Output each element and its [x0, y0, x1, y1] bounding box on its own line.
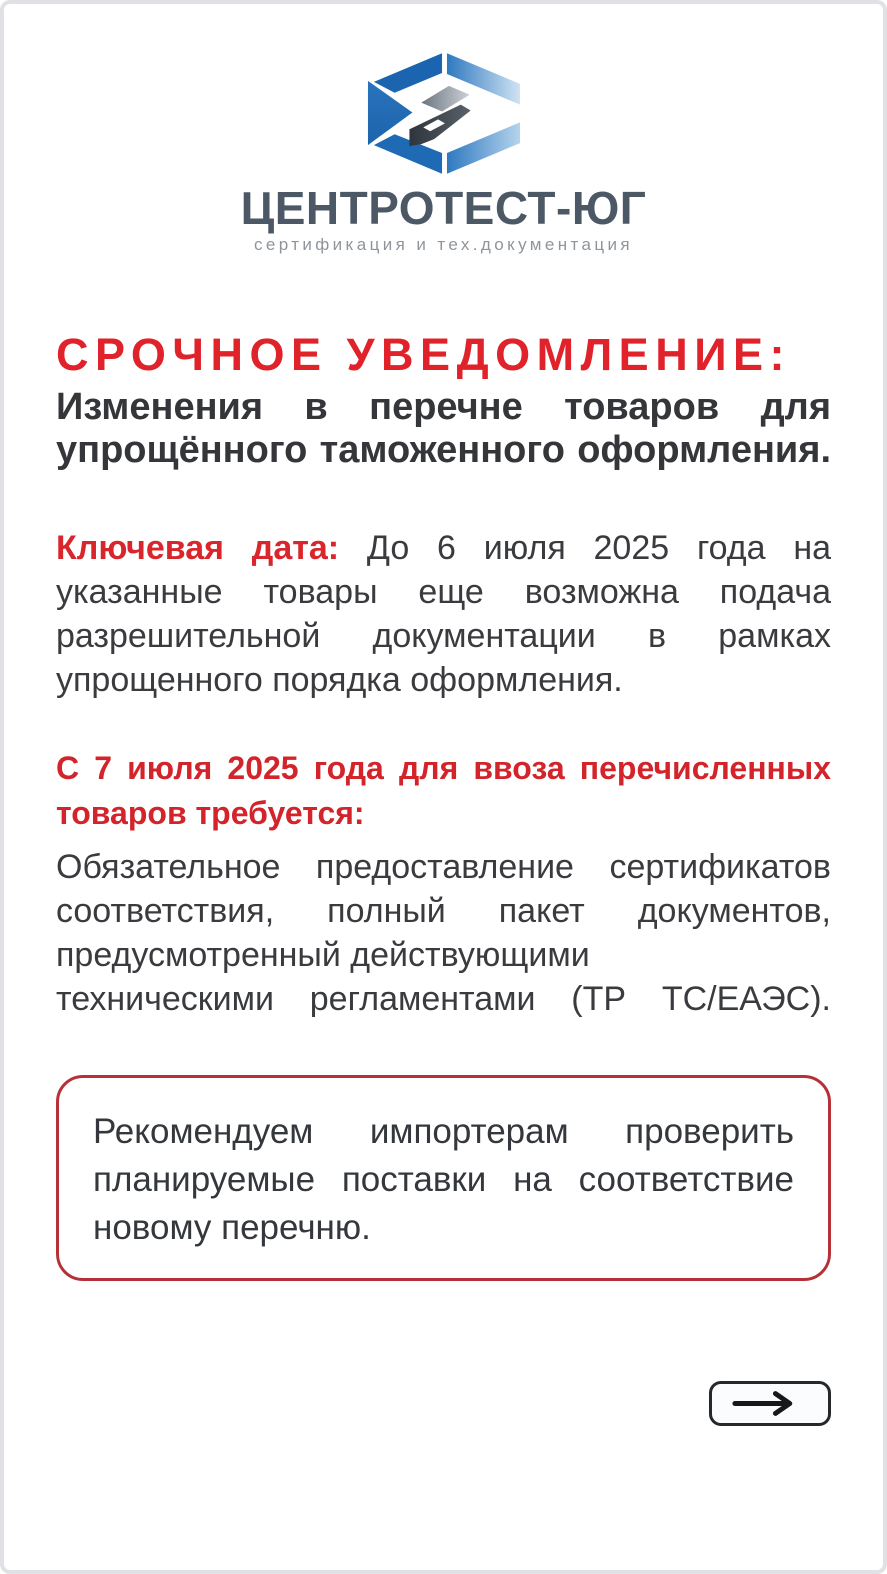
notice-title-line: упрощённого таможенного оформления.	[56, 429, 831, 471]
requirement-body-line: Обязательное предоставление сертификатов	[56, 848, 831, 886]
urgent-notice-kicker: СРОЧНОЕ УВЕДОМЛЕНИЕ:	[56, 329, 792, 380]
requirement-heading	[56, 746, 831, 836]
requirement-body-line: техническими регламентами (ТР ТС/ЕАЭС).	[56, 980, 831, 1018]
key-date-paragraph	[56, 526, 831, 702]
next-button[interactable]	[709, 1381, 831, 1426]
recommendation-line: новому перечню.	[93, 1208, 371, 1247]
key-date-text: До 6 июля 2025 года на	[366, 529, 832, 567]
brand-logo-block	[4, 50, 883, 255]
key-date-line: указанные товары еще возможна подача	[56, 573, 831, 611]
recommendation-callout	[56, 1075, 831, 1281]
requirement-body-line: предусмотренный действующими	[56, 936, 590, 974]
brand-name: ЦЕНТРОТЕСТ-ЮГ	[240, 182, 647, 234]
key-date-line: разрешительной документации в рамках	[56, 617, 831, 655]
key-date-line: упрощенного порядка оформления.	[56, 661, 623, 699]
cta-row	[56, 1381, 831, 1426]
key-date-line	[56, 526, 831, 570]
notice-title-line: Изменения в перечне товаров для	[56, 386, 831, 428]
requirement-body-line: соответствия, полный пакет документов,	[56, 892, 831, 930]
arrow-right-icon	[730, 1390, 810, 1417]
requirement-heading-line: товаров требуется:	[56, 795, 365, 831]
requirement-body	[56, 845, 831, 1021]
requirement-heading-line: С 7 июля 2025 года для ввоза перечисленных	[56, 750, 831, 786]
notice-title	[56, 386, 831, 472]
recommendation-line: Рекомендуем импортерам проверить	[93, 1112, 794, 1151]
key-date-label: Ключевая дата:	[56, 529, 340, 567]
hexagon-logo-icon	[365, 50, 523, 177]
brand-tagline: сертификация и тех.документация	[253, 235, 634, 254]
recommendation-line: планируемые поставки на соответствие	[93, 1160, 794, 1199]
